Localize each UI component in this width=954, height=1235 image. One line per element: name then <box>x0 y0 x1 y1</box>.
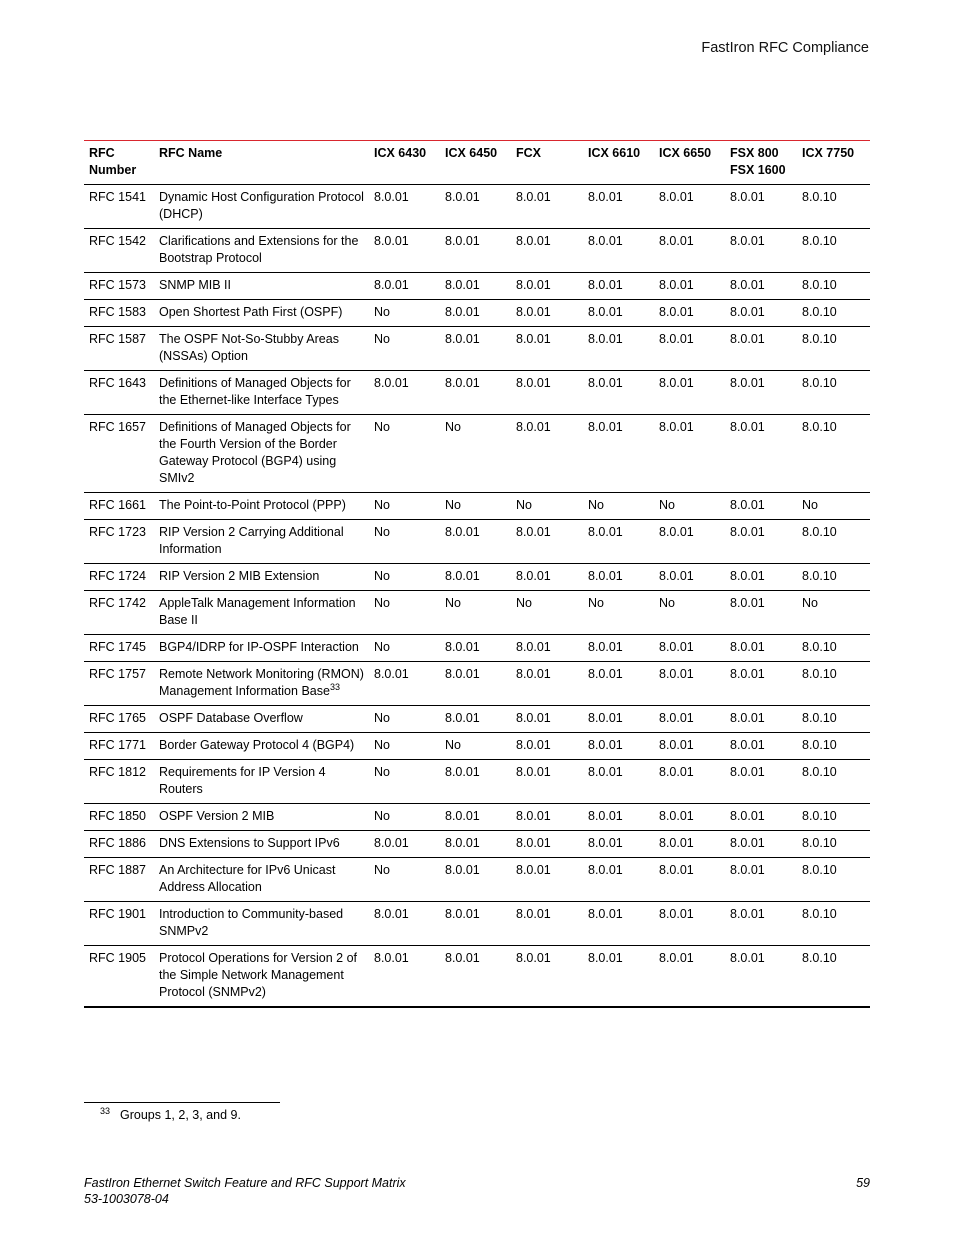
support-cell-icx-7750: 8.0.10 <box>802 863 837 877</box>
support-cell-fsx: 8.0.01 <box>730 863 765 877</box>
rfc-number-cell: RFC 1724 <box>89 569 146 583</box>
support-cell-icx-6430: No <box>374 525 390 539</box>
support-cell-fcx: 8.0.01 <box>516 667 551 681</box>
support-cell-icx-6430: 8.0.01 <box>374 951 409 965</box>
support-cell-icx-6450: 8.0.01 <box>445 305 480 319</box>
support-cell-icx-6650: 8.0.01 <box>659 738 694 752</box>
support-cell-icx-6610: 8.0.01 <box>588 190 623 204</box>
rfc-name-text: Introduction to Community-based SNMPv2 <box>159 907 344 938</box>
rfc-name-text: OSPF Version 2 MIB <box>159 809 275 823</box>
table-row <box>84 662 870 706</box>
rfc-name-text: RIP Version 2 Carrying Additional Information <box>159 525 344 556</box>
rfc-name-text: Requirements for IP Version 4 Routers <box>159 765 326 796</box>
support-cell-icx-6450: 8.0.01 <box>445 907 480 921</box>
table-row <box>84 760 870 804</box>
support-cell-icx-6450: No <box>445 420 461 434</box>
rfc-number-cell: RFC 1723 <box>89 525 146 539</box>
support-cell-icx-6430: 8.0.01 <box>374 190 409 204</box>
support-cell-fsx: 8.0.01 <box>730 278 765 292</box>
support-cell-icx-6650: 8.0.01 <box>659 951 694 965</box>
rfc-name-cell <box>155 300 370 327</box>
rfc-number-cell: RFC 1573 <box>89 278 146 292</box>
support-cell-icx-6430: No <box>374 498 390 512</box>
support-cell-icx-6450: 8.0.01 <box>445 278 480 292</box>
support-cell-fsx: 8.0.01 <box>730 951 765 965</box>
table-row <box>84 493 870 520</box>
rfc-name-text: Open Shortest Path First (OSPF) <box>159 305 343 319</box>
rfc-number-cell: RFC 1850 <box>89 809 146 823</box>
table-row <box>84 327 870 371</box>
rfc-number-cell: RFC 1886 <box>89 836 146 850</box>
support-cell-icx-6430: No <box>374 738 390 752</box>
rfc-number-cell: RFC 1643 <box>89 376 146 390</box>
support-cell-icx-7750: 8.0.10 <box>802 836 837 850</box>
support-cell-icx-6610: 8.0.01 <box>588 525 623 539</box>
support-cell-icx-6430: 8.0.01 <box>374 278 409 292</box>
support-cell-icx-7750: 8.0.10 <box>802 738 837 752</box>
col-header-icx-6430: ICX 6430 <box>374 146 427 160</box>
rfc-name-text: Remote Network Monitoring (RMON) Management Information Base <box>159 667 364 698</box>
rfc-name-text: Protocol Operations for Version 2 of the Simple Network Management Protocol (SNMPv2) <box>159 951 358 999</box>
support-cell-fsx: 8.0.01 <box>730 738 765 752</box>
col-header-icx-6450: ICX 6450 <box>445 146 498 160</box>
support-cell-icx-6650: 8.0.01 <box>659 278 694 292</box>
rfc-name-cell <box>155 493 370 520</box>
support-cell-fsx: 8.0.01 <box>730 305 765 319</box>
support-cell-icx-6450: 8.0.01 <box>445 809 480 823</box>
support-cell-fsx: 8.0.01 <box>730 420 765 434</box>
col-header-icx-6650: ICX 6650 <box>659 146 712 160</box>
rfc-name-text: Definitions of Managed Objects for the Fourth Version of the Border Gateway Protocol (BGP4) using SMIv2 <box>159 420 351 485</box>
col-header-fsx: FSX 800 FSX 1600 <box>730 146 786 177</box>
support-cell-icx-6430: No <box>374 332 390 346</box>
support-cell-icx-6650: 8.0.01 <box>659 667 694 681</box>
support-cell-icx-6610: 8.0.01 <box>588 907 623 921</box>
support-cell-fsx: 8.0.01 <box>730 525 765 539</box>
support-cell-icx-6430: 8.0.01 <box>374 234 409 248</box>
support-cell-icx-6610: 8.0.01 <box>588 667 623 681</box>
support-cell-icx-6430: 8.0.01 <box>374 376 409 390</box>
support-cell-fcx: No <box>516 498 532 512</box>
support-cell-icx-6650: No <box>659 596 675 610</box>
support-cell-fcx: 8.0.01 <box>516 809 551 823</box>
support-cell-fsx: 8.0.01 <box>730 234 765 248</box>
footnote <box>100 1106 241 1122</box>
support-cell-icx-6610: 8.0.01 <box>588 305 623 319</box>
support-cell-fsx: 8.0.01 <box>730 569 765 583</box>
support-cell-icx-6650: 8.0.01 <box>659 836 694 850</box>
support-cell-icx-7750: 8.0.10 <box>802 711 837 725</box>
support-cell-icx-6450: 8.0.01 <box>445 863 480 877</box>
rfc-name-cell <box>155 327 370 371</box>
support-cell-icx-6610: No <box>588 498 604 512</box>
support-cell-icx-6610: 8.0.01 <box>588 332 623 346</box>
rfc-name-cell <box>155 733 370 760</box>
support-cell-icx-6610: 8.0.01 <box>588 951 623 965</box>
rfc-name-cell <box>155 520 370 564</box>
support-cell-fcx: 8.0.01 <box>516 190 551 204</box>
support-cell-fsx: 8.0.01 <box>730 376 765 390</box>
support-cell-icx-6450: No <box>445 596 461 610</box>
support-cell-fsx: 8.0.01 <box>730 596 765 610</box>
support-cell-icx-7750: 8.0.10 <box>802 667 837 681</box>
support-cell-fsx: 8.0.01 <box>730 836 765 850</box>
support-cell-icx-7750: 8.0.10 <box>802 907 837 921</box>
rfc-number-cell: RFC 1745 <box>89 640 146 654</box>
support-cell-fcx: 8.0.01 <box>516 305 551 319</box>
support-cell-fcx: 8.0.01 <box>516 420 551 434</box>
footnote-reference: 33 <box>329 681 340 692</box>
table-row <box>84 831 870 858</box>
rfc-name-cell <box>155 635 370 662</box>
support-cell-fcx: 8.0.01 <box>516 836 551 850</box>
rfc-name-text: RIP Version 2 MIB Extension <box>159 569 320 583</box>
rfc-number-cell: RFC 1583 <box>89 305 146 319</box>
rfc-number-cell: RFC 1812 <box>89 765 146 779</box>
rfc-name-cell <box>155 804 370 831</box>
support-cell-icx-7750: 8.0.10 <box>802 765 837 779</box>
support-cell-icx-6650: 8.0.01 <box>659 809 694 823</box>
rfc-name-cell <box>155 273 370 300</box>
table-row <box>84 300 870 327</box>
rfc-compliance-table <box>84 140 870 1008</box>
rfc-number-cell: RFC 1542 <box>89 234 146 248</box>
running-header: FastIron RFC Compliance <box>701 40 869 56</box>
support-cell-icx-6450: No <box>445 738 461 752</box>
support-cell-icx-6450: 8.0.01 <box>445 569 480 583</box>
support-cell-icx-6450: 8.0.01 <box>445 376 480 390</box>
table-row <box>84 804 870 831</box>
support-cell-icx-6450: 8.0.01 <box>445 765 480 779</box>
table-row <box>84 946 870 1008</box>
rfc-name-text: DNS Extensions to Support IPv6 <box>159 836 340 850</box>
rfc-number-cell: RFC 1742 <box>89 596 146 610</box>
support-cell-icx-7750: No <box>802 498 818 512</box>
support-cell-icx-7750: 8.0.10 <box>802 569 837 583</box>
support-cell-icx-6450: 8.0.01 <box>445 640 480 654</box>
support-cell-fsx: 8.0.01 <box>730 640 765 654</box>
support-cell-icx-6450: 8.0.01 <box>445 525 480 539</box>
support-cell-icx-6430: No <box>374 596 390 610</box>
rfc-number-cell: RFC 1657 <box>89 420 146 434</box>
support-cell-icx-6450: 8.0.01 <box>445 711 480 725</box>
support-cell-fcx: 8.0.01 <box>516 525 551 539</box>
rfc-name-text: Border Gateway Protocol 4 (BGP4) <box>159 738 355 752</box>
rfc-name-cell <box>155 564 370 591</box>
support-cell-icx-6650: No <box>659 498 675 512</box>
table-row <box>84 371 870 415</box>
support-cell-icx-6650: 8.0.01 <box>659 525 694 539</box>
page-number: 59 <box>856 1176 870 1190</box>
support-cell-icx-6430: No <box>374 305 390 319</box>
support-cell-fcx: No <box>516 596 532 610</box>
footnote-number: 33 <box>100 1106 111 1116</box>
rfc-name-text: BGP4/IDRP for IP-OSPF Interaction <box>159 640 359 654</box>
support-cell-icx-6650: 8.0.01 <box>659 234 694 248</box>
support-cell-icx-6430: 8.0.01 <box>374 907 409 921</box>
col-header-fcx: FCX <box>516 146 541 160</box>
rfc-name-cell <box>155 760 370 804</box>
table-row <box>84 902 870 946</box>
rfc-name-cell <box>155 858 370 902</box>
rfc-name-text: An Architecture for IPv6 Unicast Address Allocation <box>159 863 336 894</box>
table-row <box>84 229 870 273</box>
support-cell-icx-6430: No <box>374 420 390 434</box>
support-cell-fcx: 8.0.01 <box>516 907 551 921</box>
support-cell-fsx: 8.0.01 <box>730 907 765 921</box>
support-cell-fsx: 8.0.01 <box>730 498 765 512</box>
support-cell-icx-7750: 8.0.10 <box>802 278 837 292</box>
support-cell-fsx: 8.0.01 <box>730 765 765 779</box>
support-cell-icx-7750: No <box>802 596 818 610</box>
rfc-number-cell: RFC 1757 <box>89 667 146 681</box>
support-cell-icx-6650: 8.0.01 <box>659 332 694 346</box>
support-cell-icx-6610: 8.0.01 <box>588 863 623 877</box>
support-cell-icx-6430: No <box>374 765 390 779</box>
support-cell-icx-6650: 8.0.01 <box>659 190 694 204</box>
support-cell-fcx: 8.0.01 <box>516 332 551 346</box>
support-cell-icx-6430: No <box>374 863 390 877</box>
support-cell-icx-7750: 8.0.10 <box>802 809 837 823</box>
support-cell-icx-7750: 8.0.10 <box>802 420 837 434</box>
rfc-name-text: Dynamic Host Configuration Protocol (DHCP) <box>159 190 364 221</box>
support-cell-icx-6450: 8.0.01 <box>445 234 480 248</box>
support-cell-fcx: 8.0.01 <box>516 863 551 877</box>
support-cell-icx-6430: No <box>374 640 390 654</box>
rfc-name-cell <box>155 662 370 706</box>
table-row <box>84 706 870 733</box>
rfc-name-cell <box>155 415 370 493</box>
rfc-name-cell <box>155 185 370 229</box>
footer-doc-title: FastIron Ethernet Switch Feature and RFC Support Matrix <box>84 1176 406 1190</box>
support-cell-fsx: 8.0.01 <box>730 667 765 681</box>
table-row <box>84 635 870 662</box>
support-cell-icx-6450: No <box>445 498 461 512</box>
rfc-name-text: SNMP MIB II <box>159 278 232 292</box>
rfc-number-cell: RFC 1771 <box>89 738 146 752</box>
rfc-name-cell <box>155 229 370 273</box>
support-cell-icx-6610: 8.0.01 <box>588 420 623 434</box>
table-row <box>84 520 870 564</box>
table-row <box>84 858 870 902</box>
support-cell-icx-6430: No <box>374 809 390 823</box>
support-cell-icx-6650: 8.0.01 <box>659 640 694 654</box>
support-cell-icx-6650: 8.0.01 <box>659 420 694 434</box>
rfc-name-text: The Point-to-Point Protocol (PPP) <box>159 498 346 512</box>
support-cell-icx-6610: 8.0.01 <box>588 278 623 292</box>
support-cell-icx-6610: 8.0.01 <box>588 711 623 725</box>
col-header-icx-7750: ICX 7750 <box>802 146 855 160</box>
support-cell-icx-6450: 8.0.01 <box>445 332 480 346</box>
col-header-icx-6610: ICX 6610 <box>588 146 641 160</box>
table-row <box>84 273 870 300</box>
table-row <box>84 733 870 760</box>
rfc-name-text: Definitions of Managed Objects for the Ethernet-like Interface Types <box>159 376 351 407</box>
support-cell-icx-6450: 8.0.01 <box>445 667 480 681</box>
rfc-number-cell: RFC 1541 <box>89 190 146 204</box>
rfc-name-text: OSPF Database Overflow <box>159 711 303 725</box>
support-cell-icx-6610: 8.0.01 <box>588 738 623 752</box>
rfc-number-cell: RFC 1661 <box>89 498 146 512</box>
support-cell-icx-6650: 8.0.01 <box>659 907 694 921</box>
footnote-divider <box>84 1102 280 1103</box>
support-cell-fsx: 8.0.01 <box>730 809 765 823</box>
support-cell-fsx: 8.0.01 <box>730 332 765 346</box>
support-cell-icx-7750: 8.0.10 <box>802 305 837 319</box>
support-cell-icx-6610: 8.0.01 <box>588 234 623 248</box>
table-row <box>84 185 870 229</box>
support-cell-icx-6430: 8.0.01 <box>374 667 409 681</box>
rfc-number-cell: RFC 1905 <box>89 951 146 965</box>
support-cell-fcx: 8.0.01 <box>516 278 551 292</box>
rfc-name-cell <box>155 591 370 635</box>
table-header-row <box>84 141 870 185</box>
support-cell-icx-6430: 8.0.01 <box>374 836 409 850</box>
support-cell-icx-6650: 8.0.01 <box>659 863 694 877</box>
rfc-name-text: Clarifications and Extensions for the Bootstrap Protocol <box>159 234 359 265</box>
support-cell-icx-6450: 8.0.01 <box>445 951 480 965</box>
support-cell-icx-6450: 8.0.01 <box>445 190 480 204</box>
support-cell-fcx: 8.0.01 <box>516 765 551 779</box>
rfc-name-cell <box>155 706 370 733</box>
support-cell-icx-7750: 8.0.10 <box>802 640 837 654</box>
support-cell-fcx: 8.0.01 <box>516 234 551 248</box>
support-cell-icx-6610: 8.0.01 <box>588 569 623 583</box>
support-cell-fsx: 8.0.01 <box>730 190 765 204</box>
support-cell-icx-6650: 8.0.01 <box>659 711 694 725</box>
support-cell-fcx: 8.0.01 <box>516 376 551 390</box>
rfc-number-cell: RFC 1765 <box>89 711 146 725</box>
support-cell-fcx: 8.0.01 <box>516 711 551 725</box>
support-cell-icx-7750: 8.0.10 <box>802 376 837 390</box>
support-cell-icx-7750: 8.0.10 <box>802 234 837 248</box>
support-cell-fcx: 8.0.01 <box>516 569 551 583</box>
table-row <box>84 591 870 635</box>
table-body <box>84 185 870 1008</box>
rfc-name-cell <box>155 371 370 415</box>
rfc-name-cell <box>155 831 370 858</box>
support-cell-icx-6610: 8.0.01 <box>588 836 623 850</box>
support-cell-icx-6430: No <box>374 711 390 725</box>
rfc-name-cell <box>155 902 370 946</box>
support-cell-icx-6610: No <box>588 596 604 610</box>
rfc-number-cell: RFC 1587 <box>89 332 146 346</box>
support-cell-icx-6430: No <box>374 569 390 583</box>
footnote-text: Groups 1, 2, 3, and 9. <box>120 1108 241 1123</box>
support-cell-fsx: 8.0.01 <box>730 711 765 725</box>
support-cell-icx-6650: 8.0.01 <box>659 569 694 583</box>
support-cell-icx-6610: 8.0.01 <box>588 640 623 654</box>
support-cell-icx-6650: 8.0.01 <box>659 305 694 319</box>
footer-doc-number: 53-1003078-04 <box>84 1192 169 1206</box>
support-cell-icx-6650: 8.0.01 <box>659 765 694 779</box>
rfc-number-cell: RFC 1887 <box>89 863 146 877</box>
support-cell-icx-7750: 8.0.10 <box>802 190 837 204</box>
rfc-name-cell <box>155 946 370 1008</box>
col-header-rfc-number: RFC Number <box>89 146 137 177</box>
col-header-rfc-name: RFC Name <box>159 146 223 160</box>
support-cell-icx-6610: 8.0.01 <box>588 809 623 823</box>
support-cell-fcx: 8.0.01 <box>516 738 551 752</box>
rfc-number-cell: RFC 1901 <box>89 907 146 921</box>
table-row <box>84 415 870 493</box>
support-cell-icx-6450: 8.0.01 <box>445 836 480 850</box>
table-row <box>84 564 870 591</box>
rfc-name-text: AppleTalk Management Information Base II <box>159 596 356 627</box>
support-cell-icx-6650: 8.0.01 <box>659 376 694 390</box>
support-cell-icx-7750: 8.0.10 <box>802 951 837 965</box>
support-cell-icx-7750: 8.0.10 <box>802 332 837 346</box>
support-cell-icx-6610: 8.0.01 <box>588 765 623 779</box>
support-cell-icx-6610: 8.0.01 <box>588 376 623 390</box>
support-cell-icx-7750: 8.0.10 <box>802 525 837 539</box>
rfc-name-text: The OSPF Not-So-Stubby Areas (NSSAs) Option <box>159 332 339 363</box>
support-cell-fcx: 8.0.01 <box>516 951 551 965</box>
support-cell-fcx: 8.0.01 <box>516 640 551 654</box>
